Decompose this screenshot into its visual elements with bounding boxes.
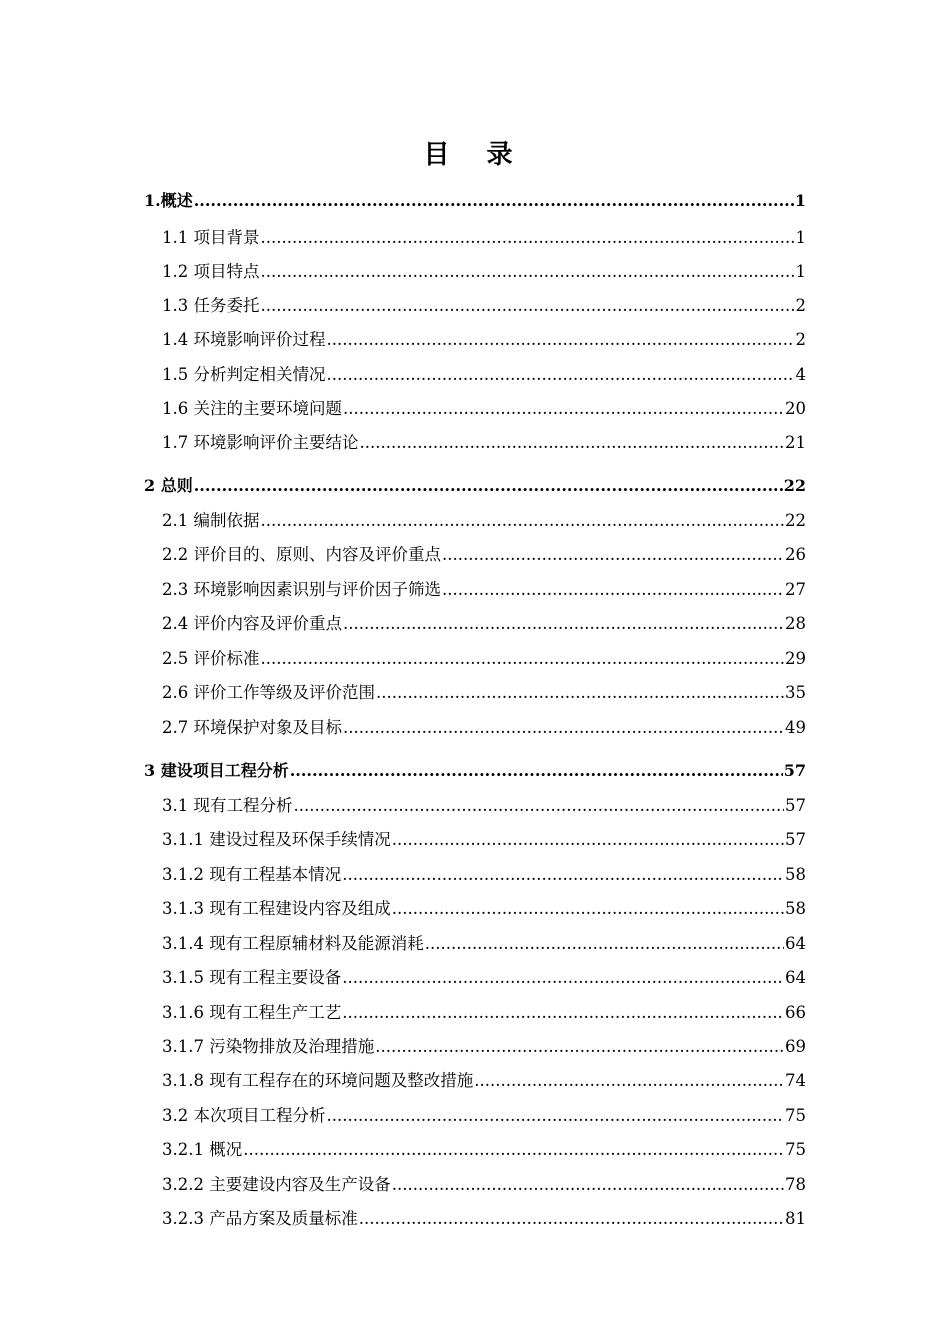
toc-page-number: 75 [785, 1140, 806, 1159]
toc-section-entry[interactable] [162, 429, 806, 453]
toc-section-entry[interactable] [162, 930, 806, 954]
toc-entry-label: 3.1.2 现有工程基本情况 [162, 865, 342, 884]
dot-leader [261, 296, 795, 315]
toc-entry-label: 2.3 环境影响因素识别与评价因子筛选 [162, 580, 441, 599]
toc-entry-label: 1.概述 [144, 191, 193, 210]
toc-section-entry[interactable] [162, 679, 806, 703]
toc-entry-label: 1.7 环境影响评价主要结论 [162, 433, 359, 452]
toc-entry-label: 3.1.3 现有工程建设内容及组成 [162, 899, 391, 918]
toc-page-number: 2 [795, 296, 806, 315]
toc-chapter-entry[interactable] [144, 758, 806, 781]
toc-entry-label: 3.1.4 现有工程原辅材料及能源消耗 [162, 934, 424, 953]
toc-page-number: 57 [783, 761, 806, 780]
toc-entry-label: 1.5 分析判定相关情况 [162, 365, 326, 384]
toc-entry-label: 3.1.1 建设过程及环保手续情况 [162, 830, 391, 849]
toc-entry-label: 3.2.1 概况 [162, 1140, 243, 1159]
toc-entry-label: 3.2 本次项目工程分析 [162, 1106, 326, 1125]
toc-page-number: 58 [785, 899, 806, 918]
toc-page-number: 57 [785, 796, 806, 815]
dot-leader [442, 580, 784, 599]
dot-leader [342, 865, 784, 884]
toc-section-entry[interactable] [162, 576, 806, 600]
toc-page-number: 58 [785, 865, 806, 884]
toc-page-number: 26 [785, 545, 806, 564]
dot-leader [327, 330, 795, 349]
toc-entry-label: 2.5 评价标准 [162, 649, 260, 668]
dot-leader [359, 1209, 784, 1228]
dot-leader [392, 1175, 784, 1194]
toc-entry-label: 2.2 评价目的、原则、内容及评价重点 [162, 545, 441, 564]
toc-chapter-entry[interactable] [144, 473, 806, 496]
toc-section-entry[interactable] [162, 395, 806, 419]
dot-leader [290, 761, 783, 780]
dot-leader [343, 614, 784, 633]
toc-entry-label: 2 总则 [144, 476, 193, 495]
toc-page-number: 28 [785, 614, 806, 633]
toc-entry-label: 1.1 项目背景 [162, 228, 260, 247]
toc-page-number: 35 [785, 683, 806, 702]
toc-section-entry[interactable] [162, 1033, 806, 1057]
dot-leader [392, 899, 784, 918]
dot-leader [194, 191, 794, 210]
toc-entry-label: 3.1.5 现有工程主要设备 [162, 968, 342, 987]
toc-section-entry[interactable] [162, 714, 806, 738]
toc-page-number: 81 [785, 1209, 806, 1228]
dot-leader [392, 830, 784, 849]
toc-title: 目 录 [423, 140, 527, 170]
toc-page-number: 75 [785, 1106, 806, 1125]
toc-entry-label: 1.2 项目特点 [162, 262, 260, 281]
dot-leader [442, 545, 784, 564]
toc-page-number: 27 [785, 580, 806, 599]
toc-section-entry[interactable] [162, 541, 806, 565]
toc-chapter-entry[interactable] [144, 188, 806, 211]
toc-section-entry[interactable] [162, 826, 806, 850]
toc-section-entry[interactable] [162, 326, 806, 350]
toc-entry-label: 3.2.3 产品方案及质量标准 [162, 1209, 358, 1228]
toc-page-number: 57 [785, 830, 806, 849]
toc-entry-label: 1.4 环境影响评价过程 [162, 330, 326, 349]
toc-section-entry[interactable] [162, 610, 806, 634]
toc-entry-label: 3.1 现有工程分析 [162, 796, 293, 815]
toc-section-entry[interactable] [162, 1136, 806, 1160]
toc-entry-label: 2.7 环境保护对象及目标 [162, 718, 342, 737]
dot-leader [243, 1140, 784, 1159]
toc-section-entry[interactable] [162, 224, 806, 248]
toc-section-entry[interactable] [162, 292, 806, 316]
toc-entry-label: 2.4 评价内容及评价重点 [162, 614, 342, 633]
toc-section-entry[interactable] [162, 999, 806, 1023]
toc-page-number: 4 [795, 365, 806, 384]
dot-leader [474, 1071, 784, 1090]
toc-page-number: 20 [785, 399, 806, 418]
dot-leader [360, 433, 785, 452]
toc-entry-label: 2.6 评价工作等级及评价范围 [162, 683, 375, 702]
dot-leader [194, 476, 783, 495]
toc-section-entry[interactable] [162, 1205, 806, 1229]
toc-entry-label: 2.1 编制依据 [162, 511, 260, 530]
toc-section-entry[interactable] [162, 964, 806, 988]
dot-leader [342, 1003, 784, 1022]
toc-entry-label: 3.1.8 现有工程存在的环境问题及整改措施 [162, 1071, 474, 1090]
dot-leader [343, 399, 784, 418]
toc-page-number: 64 [785, 934, 806, 953]
toc-entry-label: 1.6 关注的主要环境问题 [162, 399, 342, 418]
toc-page-number: 1 [795, 262, 806, 281]
toc-page-number: 2 [795, 330, 806, 349]
dot-leader [327, 1106, 785, 1125]
dot-leader [327, 365, 795, 384]
toc-section-entry[interactable] [162, 258, 806, 282]
toc-page-number: 1 [795, 228, 806, 247]
toc-section-entry[interactable] [162, 1171, 806, 1195]
toc-section-entry[interactable] [162, 792, 806, 816]
toc-entry-label: 3.2.2 主要建设内容及生产设备 [162, 1175, 391, 1194]
toc-page-number: 69 [785, 1037, 806, 1056]
toc-entry-label: 3.1.6 现有工程生产工艺 [162, 1003, 342, 1022]
toc-page-number: 49 [785, 718, 806, 737]
toc-page-number: 1 [794, 191, 806, 210]
toc-entry-label: 3 建设项目工程分析 [144, 761, 289, 780]
toc-page-number: 22 [785, 511, 806, 530]
dot-leader [261, 228, 795, 247]
dot-leader [261, 511, 785, 530]
toc-page-number: 21 [785, 433, 806, 452]
dot-leader [376, 683, 784, 702]
dot-leader [261, 262, 795, 281]
toc-section-entry[interactable] [162, 645, 806, 669]
toc-page-number: 78 [785, 1175, 806, 1194]
toc-entry-label: 1.3 任务委托 [162, 296, 260, 315]
dot-leader [343, 718, 784, 737]
toc-section-entry[interactable] [162, 861, 806, 885]
toc-page-number: 66 [785, 1003, 806, 1022]
toc-page-number: 74 [785, 1071, 806, 1090]
toc-page-number: 64 [785, 968, 806, 987]
dot-leader [261, 649, 785, 668]
toc-section-entry[interactable] [162, 361, 806, 385]
toc-entry-label: 3.1.7 污染物排放及治理措施 [162, 1037, 375, 1056]
dot-leader [375, 1037, 784, 1056]
toc-section-entry[interactable] [162, 895, 806, 919]
toc-page-number: 22 [783, 476, 806, 495]
dot-leader [342, 968, 784, 987]
toc-section-entry[interactable] [162, 1102, 806, 1126]
toc-page-number: 29 [785, 649, 806, 668]
toc-section-entry[interactable] [162, 1067, 806, 1091]
toc-section-entry[interactable] [162, 507, 806, 531]
dot-leader [425, 934, 784, 953]
dot-leader [294, 796, 785, 815]
